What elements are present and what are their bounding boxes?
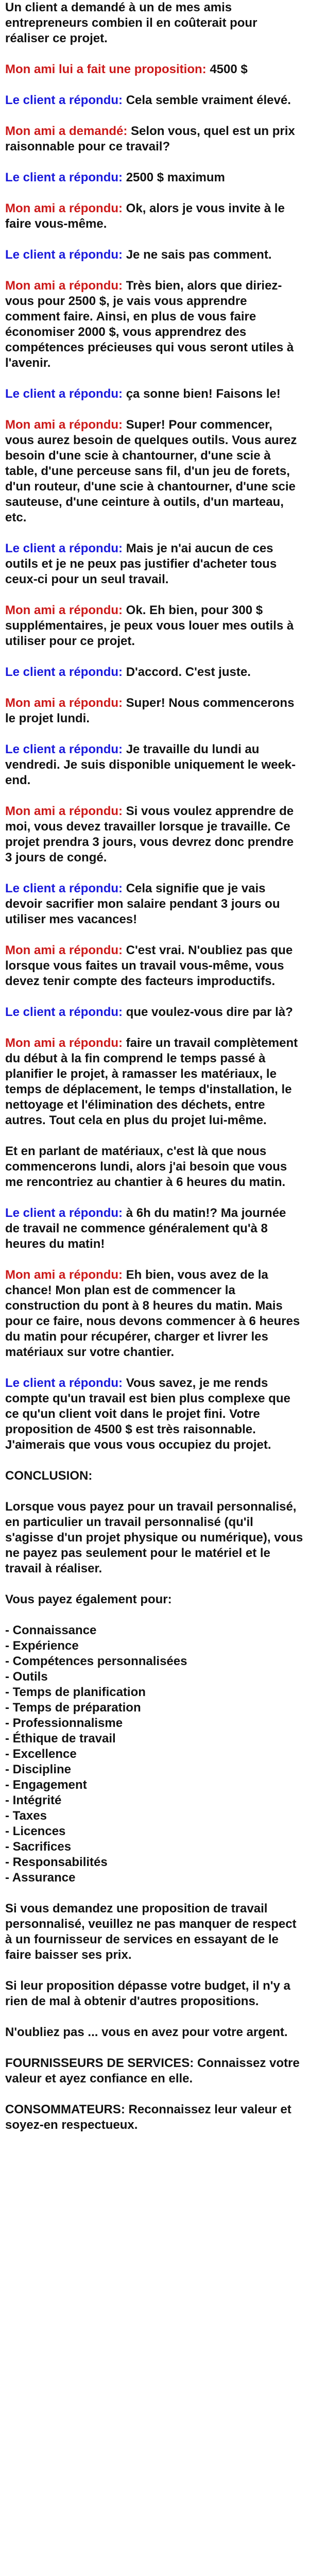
dialogue-text: C'est vrai. N'oubliez pas que lorsque vous faites un travail vous-même, vous devez tenir compte des facteurs improductifs. bbox=[5, 943, 293, 988]
dialogue-line bbox=[5, 943, 304, 989]
list-item: - Excellence bbox=[5, 1747, 77, 1761]
dialogue-line bbox=[5, 742, 304, 788]
dialogue-text: ça sonne bien! Faisons le! bbox=[126, 387, 281, 401]
dialogue-text: 2500 $ maximum bbox=[126, 171, 225, 184]
conclusion-section bbox=[5, 1468, 304, 2133]
speaker-label-friend: Mon ami a répondu: bbox=[5, 1036, 123, 1050]
dialogue-text: Ok, alors je vous invite à le faire vous-même. bbox=[5, 201, 285, 231]
dialogue-text: Cela signifie que je vais devoir sacrifier mon salaire pendant 3 jours ou utiliser mes vacances! bbox=[5, 882, 280, 926]
list-item: - Sacrifices bbox=[5, 1840, 72, 1854]
dialogue-line bbox=[5, 62, 304, 77]
conclusion-paragraph: Si leur proposition dépasse votre budget, il n'y a rien de mal à obtenir d'autres propositions. bbox=[5, 1979, 290, 2008]
list-item: - Intégrité bbox=[5, 1793, 62, 1807]
list-item: - Éthique de travail bbox=[5, 1732, 116, 1745]
dialogue-text: 4500 $ bbox=[210, 62, 248, 76]
dialogue-text: que voulez-vous dire par là? bbox=[126, 1005, 293, 1019]
dialogue-line bbox=[5, 170, 304, 185]
speaker-label-friend: Mon ami a répondu: bbox=[5, 603, 123, 617]
speaker-label-friend: Mon ami lui a fait une proposition: bbox=[5, 62, 207, 76]
dialogue-text: Eh bien, vous avez de la chance! Mon plan est de commencer la construction du pont à 8 heures du matin. Mais pour ce faire, nous devons commencer à 6 heures du matin pour récupérer, charger et livrer les matériaux sur votre chantier. bbox=[5, 1268, 300, 1359]
conclusion-paragraph: N'oubliez pas ... vous en avez pour votre argent. bbox=[5, 2025, 288, 2039]
dialogue-line bbox=[5, 1036, 304, 1128]
speaker-label-client: Le client a répondu: bbox=[5, 93, 123, 107]
dialogue-line bbox=[5, 386, 304, 402]
dialogue-line bbox=[5, 804, 304, 866]
speaker-label-client: Le client a répondu: bbox=[5, 1005, 123, 1019]
speaker-label-client: Le client a répondu: bbox=[5, 1206, 123, 1220]
dialogue-text: Super! Pour commencer, vous aurez besoin de quelques outils. Vous aurez besoin d'une scie à chantourner, d'une scie à table, d'une perceuse sans fil, d'un jeu de forets, d'un routeur, d'une scie à chantourner, d'une scie sauteuse, d'une ceinture à outils, d'un marteau, etc. bbox=[5, 418, 297, 524]
list-item: - Licences bbox=[5, 1824, 66, 1838]
speaker-label-friend: Mon ami a répondu: bbox=[5, 418, 123, 432]
value-list bbox=[5, 1623, 304, 1886]
list-item: - Discipline bbox=[5, 1762, 72, 1776]
dialogue-line bbox=[5, 1005, 304, 1020]
dialogue-section-2 bbox=[5, 1206, 304, 1453]
materials-paragraph: Et en parlant de matériaux, c'est là que nous commencerons lundi, alors j'ai besoin que vous me rencontriez au chantier à 6 heures du matin. bbox=[5, 1144, 287, 1189]
dialogue-line bbox=[5, 1206, 304, 1252]
dialogue-line bbox=[5, 541, 304, 587]
list-item: - Connaissance bbox=[5, 1623, 97, 1637]
list-item: - Professionnalisme bbox=[5, 1716, 123, 1730]
list-item: - Assurance bbox=[5, 1871, 76, 1885]
dialogue-line bbox=[5, 417, 304, 526]
dialogue-line bbox=[5, 278, 304, 371]
speaker-label-friend: Mon ami a répondu: bbox=[5, 1268, 123, 1282]
dialogue-section bbox=[5, 62, 304, 1128]
list-item: - Temps de préparation bbox=[5, 1701, 141, 1715]
speaker-label-friend: Mon ami a répondu: bbox=[5, 804, 123, 818]
dialogue-text: Vous savez, je me rends compte qu'un travail est bien plus complexe que ce qu'un client voit dans le projet fini. Votre proposition de 4500 $ est très raisonnable. J'aimerais que vous vous occupiez du projet. bbox=[5, 1376, 290, 1452]
dialogue-text: Je travaille du lundi au vendredi. Je suis disponible uniquement le week-end. bbox=[5, 742, 296, 787]
dialogue-line bbox=[5, 881, 304, 927]
dialogue-text: Ok. Eh bien, pour 300 $ supplémentaires, je peux vous louer mes outils à utiliser pour ce projet. bbox=[5, 603, 294, 648]
speaker-label-friend: Mon ami a répondu: bbox=[5, 279, 123, 293]
dialogue-line bbox=[5, 247, 304, 263]
dialogue-line bbox=[5, 665, 304, 680]
list-item: - Temps de planification bbox=[5, 1685, 146, 1699]
dialogue-line bbox=[5, 603, 304, 649]
consumers-paragraph: CONSOMMATEURS: Reconnaissez leur valeur et soyez-en respectueux. bbox=[5, 2103, 291, 2132]
dialogue-text: Si vous voulez apprendre de moi, vous devez travailler lorsque je travaille. Ce projet prendra 3 jours, vous devrez donc prendre 3 jours de congé. bbox=[5, 804, 294, 865]
dialogue-text: Je ne sais pas comment. bbox=[126, 248, 272, 262]
dialogue-text: à 6h du matin!? Ma journée de travail ne commence généralement qu'à 8 heures du matin! bbox=[5, 1206, 286, 1251]
conclusion-paragraph: Lorsque vous payez pour un travail personnalisé, en particulier un travail personnalisé (qu'il s'agisse d'un projet physique ou numérique), vous ne payez pas seulement pour le matériel et le travail à réaliser. bbox=[5, 1500, 303, 1575]
dialogue-line bbox=[5, 201, 304, 232]
speaker-label-client: Le client a répondu: bbox=[5, 541, 123, 555]
dialogue-line bbox=[5, 124, 304, 155]
speaker-label-client: Le client a répondu: bbox=[5, 742, 123, 756]
list-item: - Expérience bbox=[5, 1639, 79, 1653]
speaker-label-client: Le client a répondu: bbox=[5, 387, 123, 401]
conclusion-paragraph: Si vous demandez une proposition de travail personnalisé, veuillez ne pas manquer de respect à un fournisseur de services en essayant de le faire baisser ses prix. bbox=[5, 1902, 297, 1962]
dialogue-text: Selon vous, quel est un prix raisonnable pour ce travail? bbox=[5, 124, 295, 154]
dialogue-text: Super! Nous commencerons le projet lundi. bbox=[5, 696, 295, 725]
conclusion-paragraph: Vous payez également pour: bbox=[5, 1592, 172, 1606]
intro-paragraph: Un client a demandé à un de mes amis entrepreneurs combien il en coûterait pour réaliser ce projet. bbox=[5, 1, 258, 45]
dialogue-line bbox=[5, 1376, 304, 1453]
speaker-label-friend: Mon ami a demandé: bbox=[5, 124, 128, 138]
conclusion-heading: CONCLUSION: bbox=[5, 1469, 93, 1483]
list-item: - Responsabilités bbox=[5, 1855, 108, 1869]
dialogue-text: Cela semble vraiment élevé. bbox=[126, 93, 291, 107]
speaker-label-client: Le client a répondu: bbox=[5, 665, 123, 679]
providers-paragraph: FOURNISSEURS DE SERVICES: Connaissez votre valeur et ayez confiance en elle. bbox=[5, 2056, 300, 2086]
speaker-label-friend: Mon ami a répondu: bbox=[5, 696, 123, 710]
list-item: - Compétences personnalisées bbox=[5, 1654, 187, 1668]
dialogue-text: faire un travail complètement du début à la fin comprend le temps passé à planifier le projet, à ramasser les matériaux, le temps de déplacement, le temps d'installation, le nettoyage et l'élimination des déchets, entre autres. Tout cela en plus du projet lui-même. bbox=[5, 1036, 298, 1127]
speaker-label-client: Le client a répondu: bbox=[5, 1376, 123, 1390]
speaker-label-client: Le client a répondu: bbox=[5, 882, 123, 895]
dialogue-text: Très bien, alors que diriez-vous pour 2500 $, je vais vous apprendre comment faire. Ainsi, en plus de vous faire économiser 2000 $, vous apprendrez des compétences précieuses qui vous seront utiles à l'avenir. bbox=[5, 279, 294, 370]
list-item: - Outils bbox=[5, 1670, 48, 1684]
dialogue-line bbox=[5, 1267, 304, 1360]
dialogue-line bbox=[5, 93, 304, 108]
speaker-label-client: Le client a répondu: bbox=[5, 248, 123, 262]
list-item: - Engagement bbox=[5, 1778, 87, 1792]
speaker-label-client: Le client a répondu: bbox=[5, 171, 123, 184]
dialogue-line bbox=[5, 696, 304, 726]
dialogue-text: D'accord. C'est juste. bbox=[126, 665, 251, 679]
speaker-label-friend: Mon ami a répondu: bbox=[5, 201, 123, 215]
dialogue-text: Mais je n'ai aucun de ces outils et je ne peux pas justifier d'acheter tous ceux-ci pour un seul travail. bbox=[5, 541, 277, 586]
speaker-label-friend: Mon ami a répondu: bbox=[5, 943, 123, 957]
list-item: - Taxes bbox=[5, 1809, 47, 1823]
